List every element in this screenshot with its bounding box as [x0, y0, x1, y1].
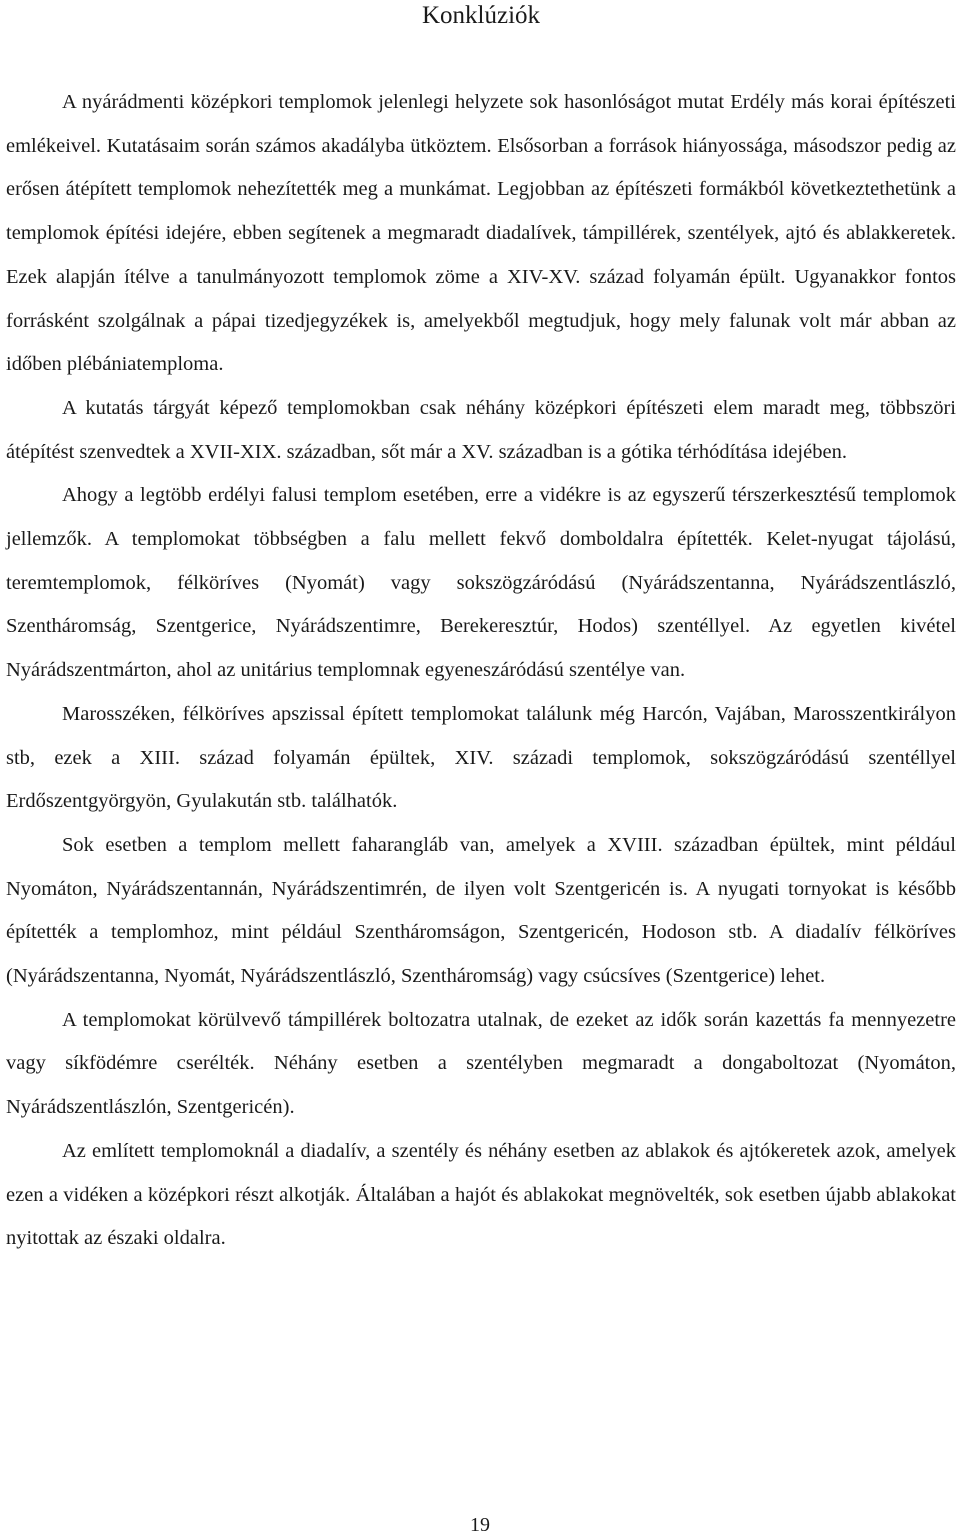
paragraph: A nyárádmenti középkori templomok jelenlegi helyzete sok hasonlóságot mutat Erdély más korai építészeti emlékeivel. Kutatásaim során számos akadályba ütköztem. Elsősorban a források hiányossága, másodszor pedig az erősen átépített templomok nehezítették meg a munkámat. Legjobban az építészeti formákból következtethetünk a templomok építési idejére, ebben segítenek a megmaradt diadalívek, támpillérek, szentélyek, ajtó és ablakkeretek. Ezek alapján ítélve a tanulmányozott templomok zöme a XIV-XV. század folyamán épült. Ugyanakkor fontos forrásként szolgálnak a pápai tizedjegyzékek is, amelyekből megtudjuk, hogy mely falunak volt már abban az időben plébániatemploma.	[6, 91, 956, 376]
page-number: 19	[470, 1514, 490, 1536]
paragraph: Az említett templomoknál a diadalív, a szentély és néhány esetben az ablakok és ajtókeretek azok, amelyek ezen a vidéken a középkori részt alkotják. Általában a hajót és ablakokat megnövelték, sok esetben újabb ablakokat nyitottak az északi oldalra.	[6, 1139, 956, 1250]
paragraph: Sok esetben a templom mellett faharangláb van, amelyek a XVIII. században épültek, mint például Nyomáton, Nyárádszentannán, Nyárádszentimrén, de ilyen volt Szentgericén is. A nyugati tornyokat is később építették a templomhoz, mint például Szentháromságon, Szentgericén, Hodoson stb. A diadalív félköríves (Nyárádszentanna, Nyomát, Nyárádszentlászló, Szentháromság) vagy csúcsíves (Szentgerice) lehet.	[6, 833, 956, 988]
paragraph: A kutatás tárgyát képező templomokban csak néhány középkori építészeti elem maradt meg, többszöri átépítést szenvedtek a XVII-XIX. században, sőt már a XV. században is a gótika térhódítása idejében.	[6, 396, 956, 463]
page-title: Konklúziók	[421, 2, 541, 29]
paragraph: Marosszéken, félköríves apszissal épített templomokat találunk még Harcón, Vajában, Marosszentkirályon stb, ezek a XIII. század folyamán épültek, XIV. századi templomok, sokszögzáródású szentéllyel Erdőszentgyörgyön, Gyulakután stb. találhatók.	[6, 702, 956, 813]
document-page	[6, 0, 956, 1261]
paragraph: A templomokat körülvevő támpillérek boltozatra utalnak, de ezeket az idők során kazettás fa mennyezetre vagy síkfödémre cserélték. Néhány esetben a szentélyben megmaradt a dongaboltozat (Nyomáton, Nyárádszentlászlón, Szentgericén).	[6, 1008, 956, 1119]
paragraph: Ahogy a legtöbb erdélyi falusi templom esetében, erre a vidékre is az egyszerű térszerkesztésű templomok jellemzők. A templomokat többségben a falu mellett fekvő domboldalra építették. Kelet-nyugat tájolású, teremtemplomok, félköríves (Nyomát) vagy sokszögzáródású (Nyárádszentanna, Nyárádszentlászló, Szentháromság, Szentgerice, Nyárádszentimre, Berekeresztúr, Hodos) szentéllyel. Az egyetlen kivétel Nyárádszentmárton, ahol az unitárius templomnak egyeneszáródású szentélye van.	[6, 484, 956, 682]
body-text	[6, 81, 956, 1261]
